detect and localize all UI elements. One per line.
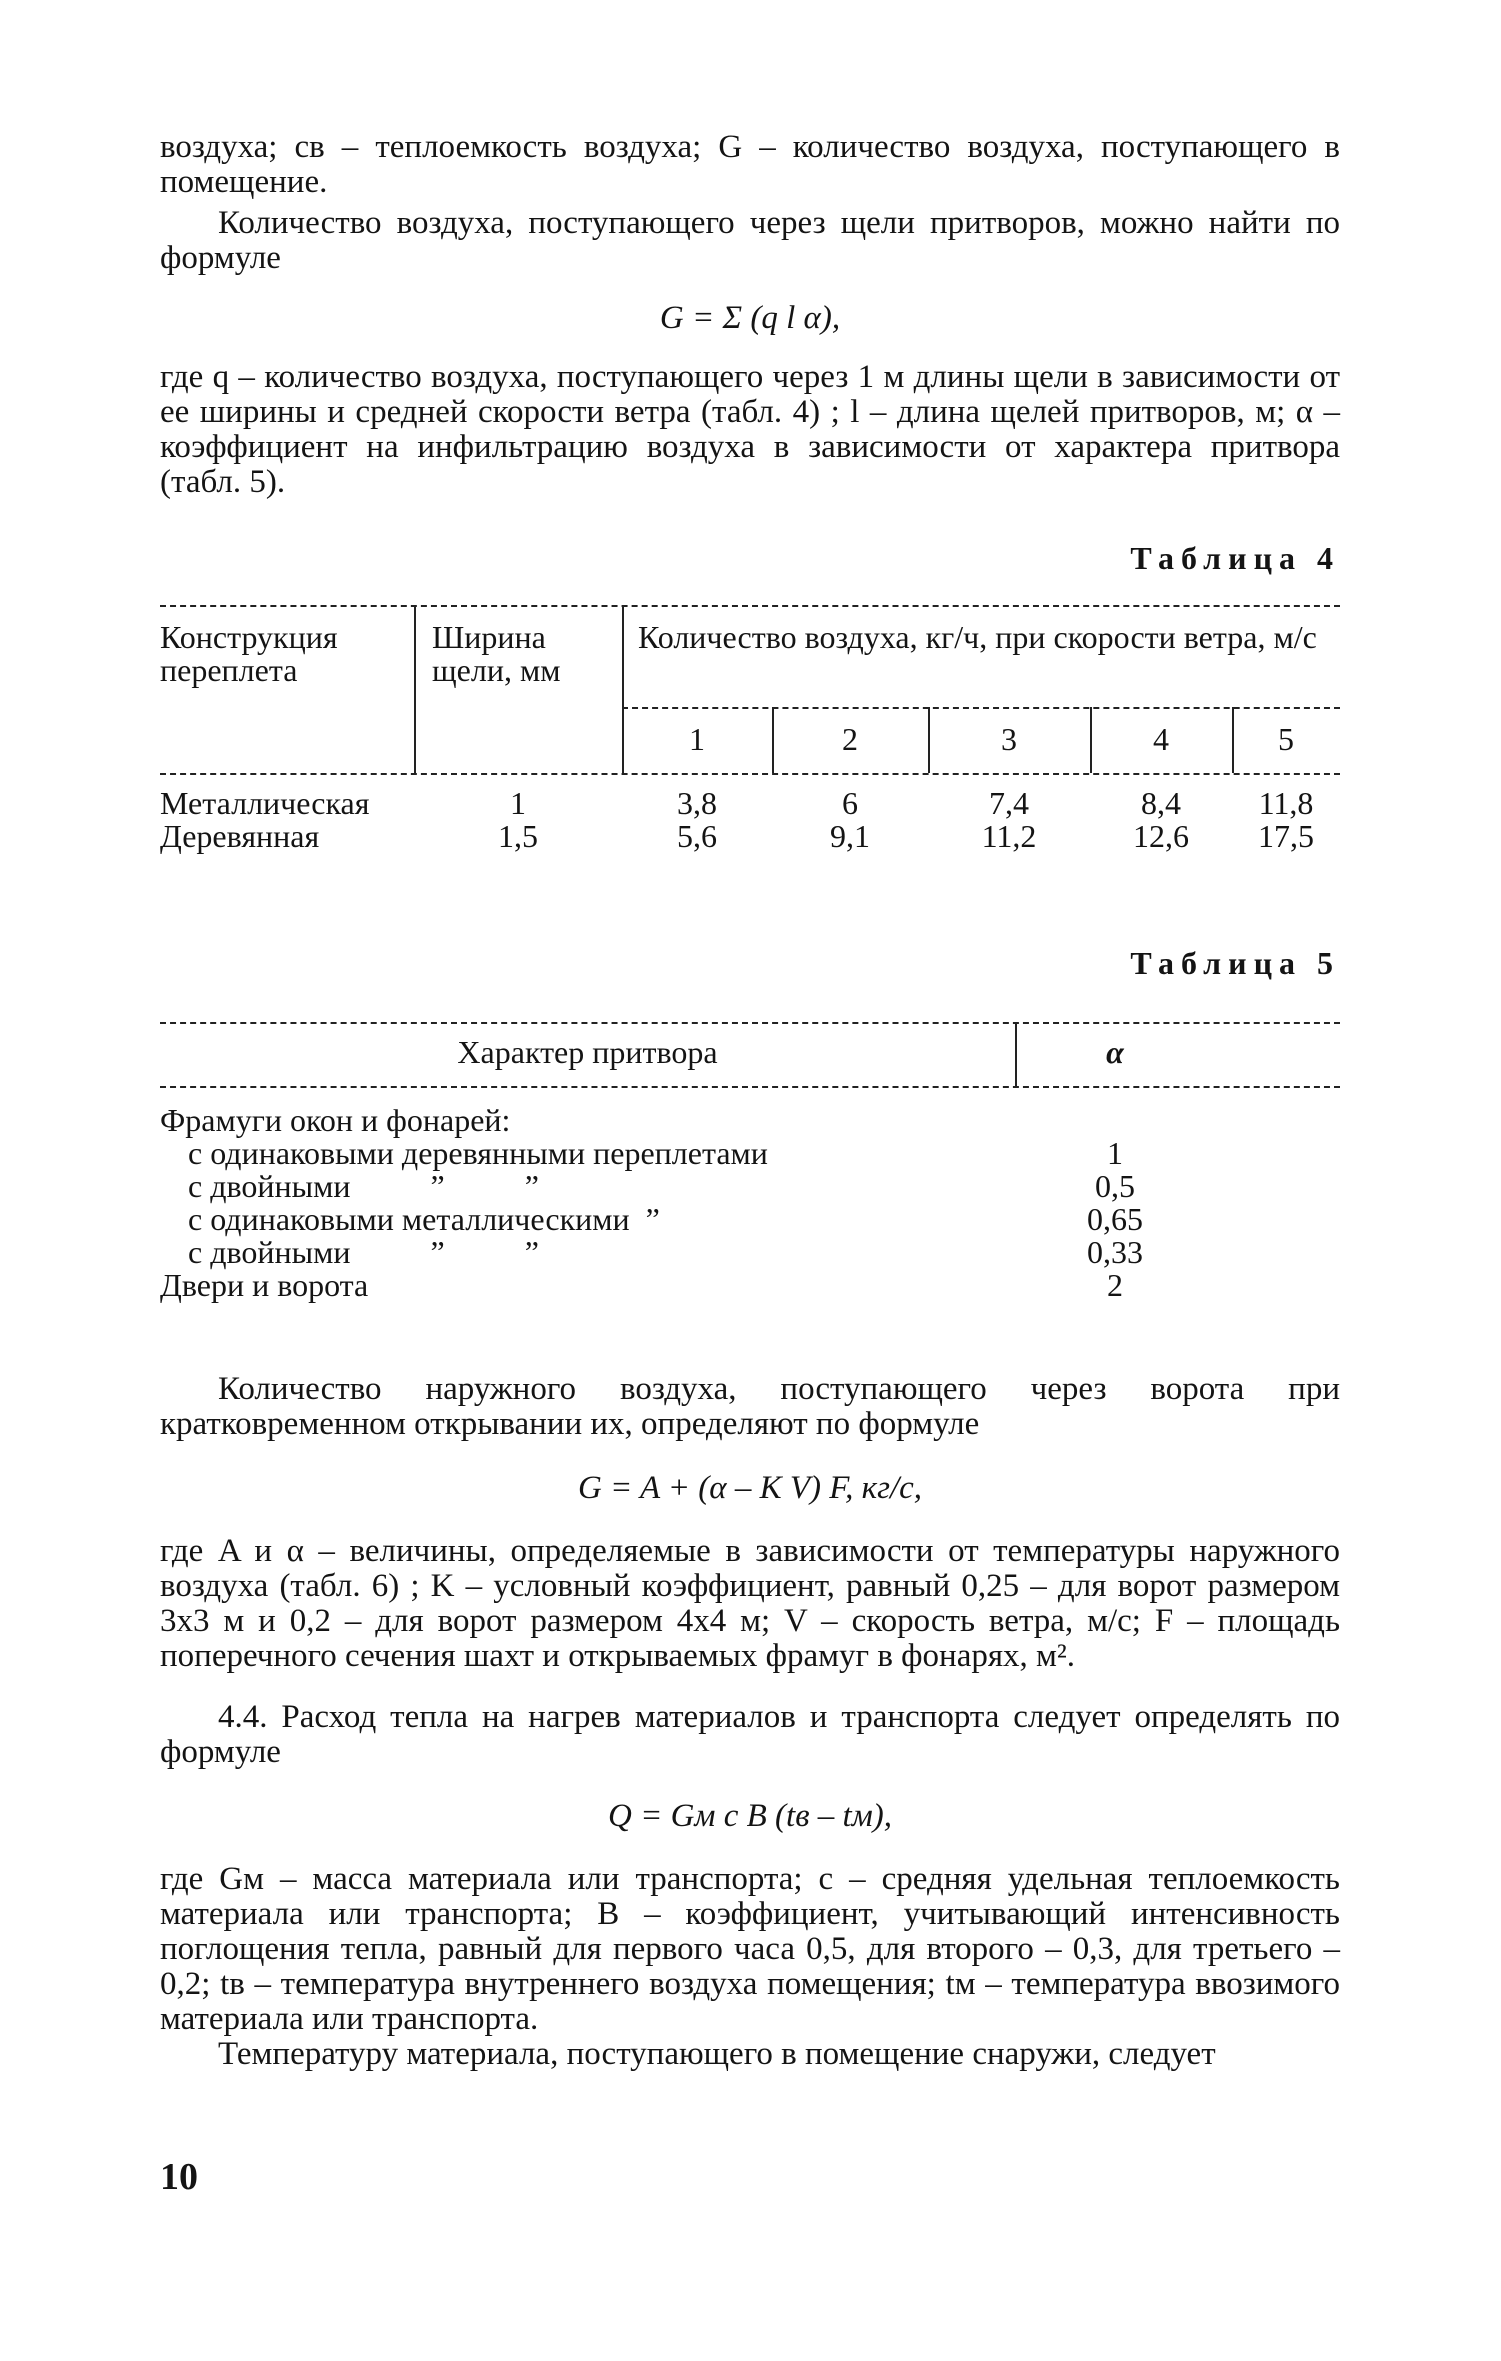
- table-5: [160, 1022, 1340, 1312]
- row-wood-v5: 17,5: [1258, 818, 1314, 854]
- speed-1: 1: [689, 721, 705, 757]
- row-wood-name: Деревянная: [160, 818, 320, 854]
- t5-row-value: 0,33: [1087, 1234, 1143, 1270]
- formula-3: Q = Gм c B (tв – tм),: [608, 1798, 892, 1834]
- speed-3: 3: [1001, 721, 1017, 757]
- paragraph-8: Температуру материала, поступающего в помещение снаружи, следует: [218, 2036, 1216, 2072]
- paragraph-6: 4.4. Расход тепла на нагрев материалов и транспорта следует определять по формуле: [160, 1699, 1340, 1770]
- t5-row-name: с одинаковыми деревянными переплетами: [188, 1135, 768, 1171]
- t5-row-value: 0,65: [1087, 1201, 1143, 1237]
- row-metal-width: 1: [510, 785, 526, 821]
- t5-row-name: Двери и ворота: [160, 1267, 369, 1303]
- table-4-label: Таблица 4: [1130, 540, 1340, 576]
- page-number: 10: [160, 2156, 198, 2198]
- table-4: [160, 605, 1340, 875]
- t5-row: [160, 1269, 1340, 1302]
- header-amount: Количество воздуха, кг/ч, при скорости ветра, м/с: [638, 619, 1317, 655]
- row-metal-v4: 8,4: [1141, 785, 1181, 821]
- header-alpha: α: [1106, 1034, 1124, 1070]
- t5-row: [160, 1236, 1340, 1269]
- header-type: Характер притвора: [457, 1034, 718, 1070]
- header-construction: Конструкция переплета: [160, 619, 338, 688]
- t5-row-value: 0,5: [1095, 1168, 1135, 1204]
- header-width: Ширина щели, мм: [432, 619, 561, 688]
- paragraph-4: Количество наружного воздуха, поступающего через ворота при кратковременном открывании их, определяют по формуле: [160, 1371, 1340, 1442]
- paragraph-7: где Gм – масса материала или транспорта; c – средняя удельная теплоемкость материала или транспорта; B – коэффициент, учитывающий интенсивность поглощения тепла, равный для первого часа 0,5, для второго – 0,3, для третьего – 0,2; tв – температура внутреннего воздуха помещения; tм – температура ввозимого материала или транспорта.: [160, 1861, 1340, 2037]
- speed-5: 5: [1278, 721, 1294, 757]
- t5-row: [160, 1170, 1340, 1203]
- table-5-label: Таблица 5: [1130, 945, 1340, 981]
- paragraph-5: где A и α – величины, определяемые в зависимости от температуры наружного воздуха (табл. 6) ; K – условный коэффициент, равный 0,25 – для ворот размером 3х3 м и 0,2 – для ворот размером 4х4 м; V – скорость ветра, м/с; F – площадь поперечного сечения шахт и открываемых фрамуг в фонарях, м².: [160, 1533, 1340, 1674]
- speed-2: 2: [842, 721, 858, 757]
- row-wood-width: 1,5: [498, 818, 538, 854]
- t5-row: [160, 1104, 1340, 1137]
- formula-1: G = Σ (q l α),: [659, 300, 841, 336]
- table-5-rows: [160, 1104, 1340, 1302]
- t5-row-name: с двойными ” ”: [188, 1234, 539, 1270]
- t5-row-value: 1: [1107, 1135, 1123, 1171]
- t5-row-name: с двойными ” ”: [188, 1168, 539, 1204]
- row-wood-v1: 5,6: [677, 818, 717, 854]
- row-wood-v2: 9,1: [830, 818, 870, 854]
- formula-2: G = A + (α – K V) F, кг/с,: [577, 1470, 923, 1506]
- paragraph-3: где q – количество воздуха, поступающего через 1 м длины щели в зависимости от ее ширины и средней скорости ветра (табл. 4) ; l – длина щелей притворов, м; α – коэффициент на инфильтрацию воздуха в зависимости от характера притвора (табл. 5).: [160, 359, 1340, 500]
- t5-row-name: с одинаковыми металлическими ”: [188, 1201, 660, 1237]
- t5-row: [160, 1137, 1340, 1170]
- paragraph-1: воздуха; cв – теплоемкость воздуха; G – количество воздуха, поступающего в помещение.: [160, 129, 1340, 200]
- row-metal-v2: 6: [842, 785, 858, 821]
- row-wood-v4: 12,6: [1133, 818, 1189, 854]
- t5-row-value: 2: [1107, 1267, 1123, 1303]
- t5-row-name: Фрамуги окон и фонарей:: [160, 1102, 511, 1138]
- speed-4: 4: [1153, 721, 1169, 757]
- row-metal-v5: 11,8: [1258, 785, 1314, 821]
- t5-row: [160, 1203, 1340, 1236]
- paragraph-2: Количество воздуха, поступающего через щели притворов, можно найти по формуле: [160, 205, 1340, 276]
- row-metal-v1: 3,8: [677, 785, 717, 821]
- row-metal-v3: 7,4: [989, 785, 1029, 821]
- row-wood-v3: 11,2: [981, 818, 1037, 854]
- row-metal-name: Металлическая: [160, 785, 370, 821]
- page-body: [160, 130, 1340, 2072]
